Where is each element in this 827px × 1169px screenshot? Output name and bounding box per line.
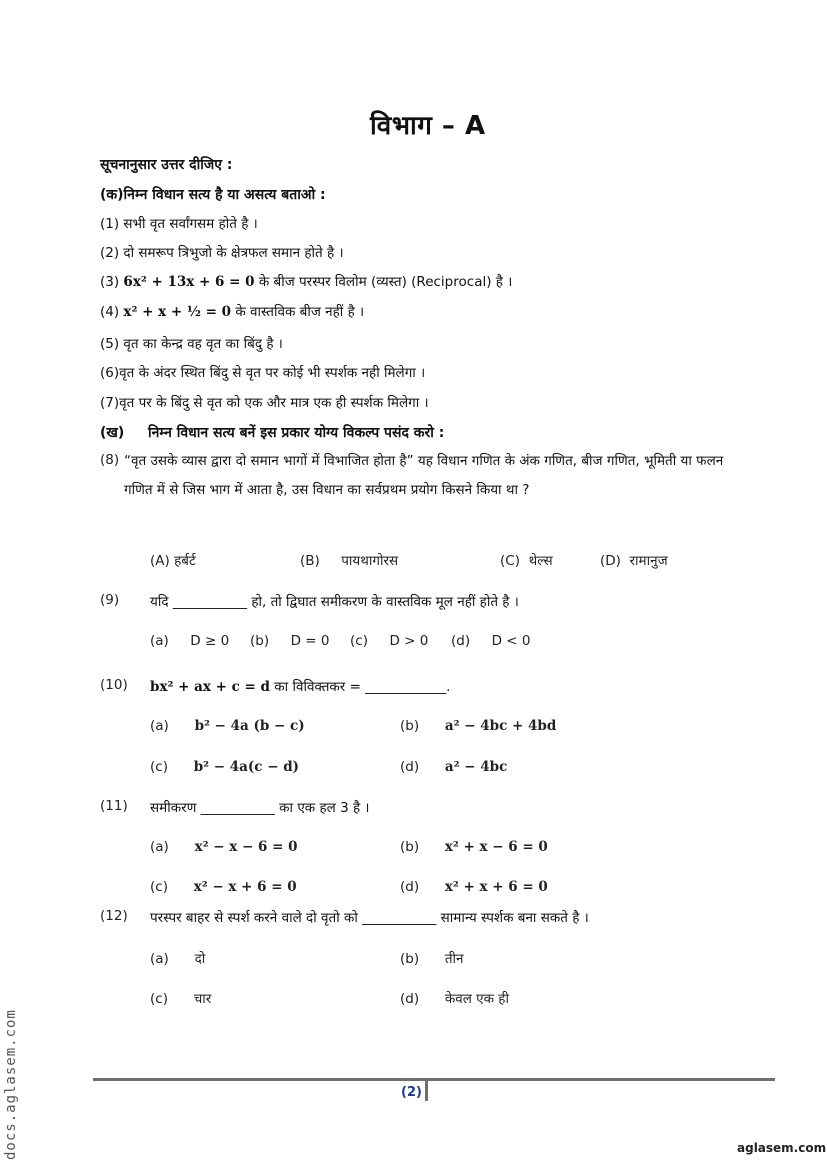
question-text: सभी वृत सर्वांगसम होते है । [123,216,258,232]
instruction-text: सूचनानुसार उत्तर दीजिए : [100,157,233,173]
question-number: (2) [100,245,120,261]
question-9-text: यदि ___________ हो, तो द्विघात समीकरण के वास्तविक मूल नहीं होते है । [150,594,519,610]
question-4 [100,302,364,320]
question-number: (7) [100,395,120,411]
option-b: (b) D = 0 [250,633,330,649]
option-c: (c) b² − 4a(c − d) [150,759,300,775]
part-b-heading: निम्न विधान सत्य बनें इस प्रकार योग्य विकल्प पसंद करो : [148,425,445,441]
option-c: (c) चार [150,991,212,1007]
option-d: (D) रामानुज [600,553,668,569]
question-number: (1) [100,216,120,232]
question-number: (10) [100,677,128,693]
option-c: (C) थेल्स [500,553,553,569]
question-text: दो समरूप त्रिभुजो के क्षेत्रफल समान होते है । [123,245,344,261]
page-number: (2) [401,1085,422,1100]
question-1 [100,214,258,232]
question-2 [100,243,344,261]
option-b: (b) तीन [400,951,464,967]
question-number: (8) [100,452,120,468]
option-d: (d) a² − 4bc [400,759,508,775]
question-3 [100,272,512,290]
question-number: (4) [100,304,120,320]
question-text: के बीज परस्पर विलोम (व्यस्त) (Reciprocal) है । [254,274,513,290]
question-text: वृत का केन्द्र वह वृत का बिंदु है । [123,336,283,352]
option-d: (d) D < 0 [451,633,531,649]
option-d: (d) केवल एक ही [400,991,509,1007]
option-a: (a) दो [150,951,206,967]
watermark: docs.aglasem.com [3,1009,19,1160]
question-11-text: समीकरण ___________ का एक हल 3 है । [150,800,370,816]
question-12-text: परस्पर बाहर से स्पर्श करने वाले दो वृतो को ___________ सामान्य स्पर्शक बना सकते है । [150,910,589,926]
part-a-heading: (क)निम्न विधान सत्य है या असत्य बताओ : [100,187,326,203]
question-number: (11) [100,798,128,814]
question-6 [100,363,425,381]
option-c: (c) x² − x + 6 = 0 [150,879,297,895]
option-d: (d) x² + x + 6 = 0 [400,879,548,895]
brand-text: aglasem.com [737,1141,827,1155]
question-number: (5) [100,336,120,352]
question-text: के वास्तविक बीज नहीं है । [231,304,365,320]
option-a: (a) b² − 4a (b − c) [150,718,305,734]
option-b: (B) पायथागोरस [300,553,399,569]
option-a: (a) D ≥ 0 [150,633,230,649]
equation: 6x² + 13x + 6 = 0 [123,274,255,290]
question-number: (6) [100,365,120,381]
question-8-text: “वृत उसके व्यास द्वारा दो समान भागों में विभाजित होता है” यह विधान गणित के अंक गणित, बीज गणित, भूमिती या फलन गणित में से जिस भाग में आता है, उस विधान का सर्वप्रथम प्रयोग किसने किया था ? [124,453,724,498]
part-b-label: (ख) [100,425,125,441]
equation: bx² + ax + c = d [150,679,270,695]
option-c: (c) D > 0 [350,633,429,649]
footer-divider [93,1078,775,1081]
question-5 [100,334,283,352]
question-number: (12) [100,908,128,924]
option-a: (a) x² − x − 6 = 0 [150,839,298,855]
question-text: वृत पर के बिंदु से वृत को एक और मात्र एक ही स्पर्शक मिलेगा । [119,395,429,411]
option-b: (b) x² + x − 6 = 0 [400,839,548,855]
question-text: वृत के अंदर स्थित बिंदु से वृत पर कोई भी स्पर्शक नही मिलेगा । [119,365,426,381]
option-b: (b) a² − 4bc + 4bd [400,718,557,734]
equation: x² + x + ½ = 0 [123,304,232,320]
question-number: (3) [100,274,120,290]
question-7 [100,393,429,411]
section-heading: विभाग – A [370,111,486,141]
page-number-divider [425,1081,428,1101]
question-number: (9) [100,592,120,608]
question-10-text: bx² + ax + c = d का विविक्तकर = ____________. [150,679,451,695]
option-a: (A) हर्बर्ट [150,553,196,569]
